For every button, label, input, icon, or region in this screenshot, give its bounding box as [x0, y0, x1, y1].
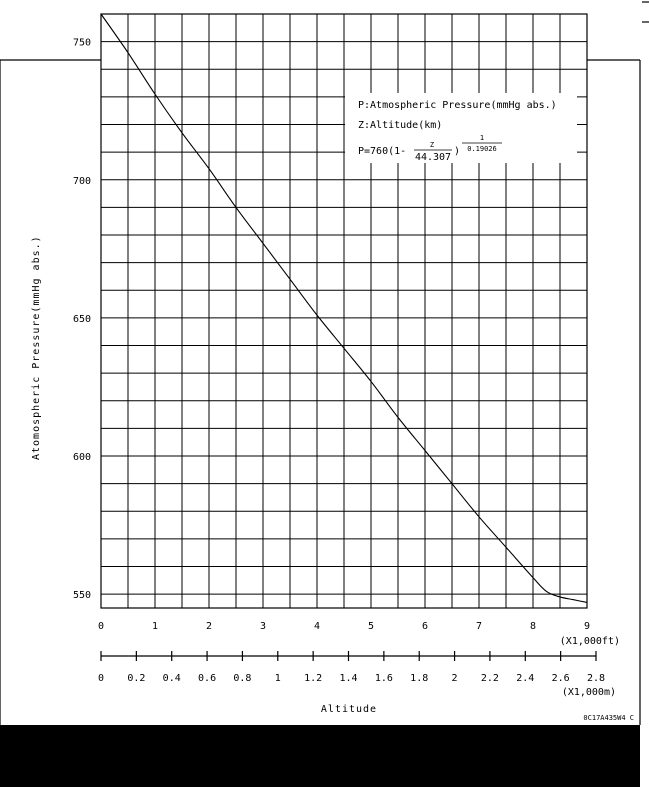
y-tick-label: 750: [72, 37, 91, 49]
x-tick-label-m: 1.6: [374, 673, 393, 684]
x-tick-label-m: 2: [451, 673, 458, 684]
x-tick-label-m: 0.6: [198, 673, 217, 684]
x-tick-label-m: 2.6: [551, 673, 570, 684]
y-tick-label: 700: [72, 175, 91, 187]
x-tick-label-ft: 3: [259, 621, 267, 632]
legend-line-altitude: Z:Altitude(km): [358, 120, 443, 131]
x-tick-label-m: 0.4: [162, 673, 181, 684]
footer-black-band: [0, 725, 640, 787]
formula-exponent-numerator: 1: [479, 134, 485, 142]
formula-prefix: P=760(1-: [358, 146, 407, 157]
x-tick-label-ft: 1: [151, 621, 159, 632]
formula-numerator: Z: [429, 141, 435, 149]
y-axis-label: Atomospheric Pressure(mmHg abs.): [31, 235, 42, 460]
x-tick-label-m: 0: [97, 673, 105, 684]
y-tick-label: 650: [72, 313, 91, 325]
figure-code: 0C17A435W4 C: [583, 714, 634, 722]
x-axis-label: Altitude: [320, 704, 378, 715]
x-tick-label-m: 2.4: [516, 673, 535, 684]
legend: [345, 93, 577, 163]
formula-denominator: 44.307: [414, 152, 452, 163]
y-tick-label: 550: [72, 590, 91, 602]
x-axis-unit-m: (X1,000m): [561, 687, 616, 698]
legend-line-pressure: P:Atmospheric Pressure(mmHg abs.): [358, 100, 557, 111]
x-tick-label-m: 1.2: [304, 673, 323, 684]
x-tick-label-ft: 7: [475, 621, 483, 632]
x-tick-label-m: 2.2: [480, 673, 499, 684]
x-tick-label-ft: 0: [97, 621, 105, 632]
x-tick-label-ft: 5: [367, 621, 375, 632]
x-tick-label-m: 0.2: [127, 673, 146, 684]
x-tick-label-m: 2.8: [586, 673, 606, 684]
x-tick-label-m: 1: [274, 673, 281, 684]
x-tick-label-ft: 2: [205, 621, 213, 632]
x-tick-label-m: 1.4: [339, 673, 358, 684]
formula-close-paren: ): [454, 146, 461, 157]
x-tick-label-ft: 9: [583, 621, 591, 632]
x-axis-unit-ft: (X1,000ft): [559, 636, 620, 647]
x-tick-label-ft: 4: [313, 621, 321, 632]
x-tick-label-m: 0.8: [233, 673, 252, 684]
y-tick-label: 600: [72, 452, 91, 464]
formula-exponent-denominator: 0.19026: [467, 145, 497, 153]
x-tick-label-ft: 6: [421, 621, 429, 632]
x-tick-label-m: 1.8: [410, 673, 429, 684]
x-tick-label-ft: 8: [529, 621, 537, 632]
